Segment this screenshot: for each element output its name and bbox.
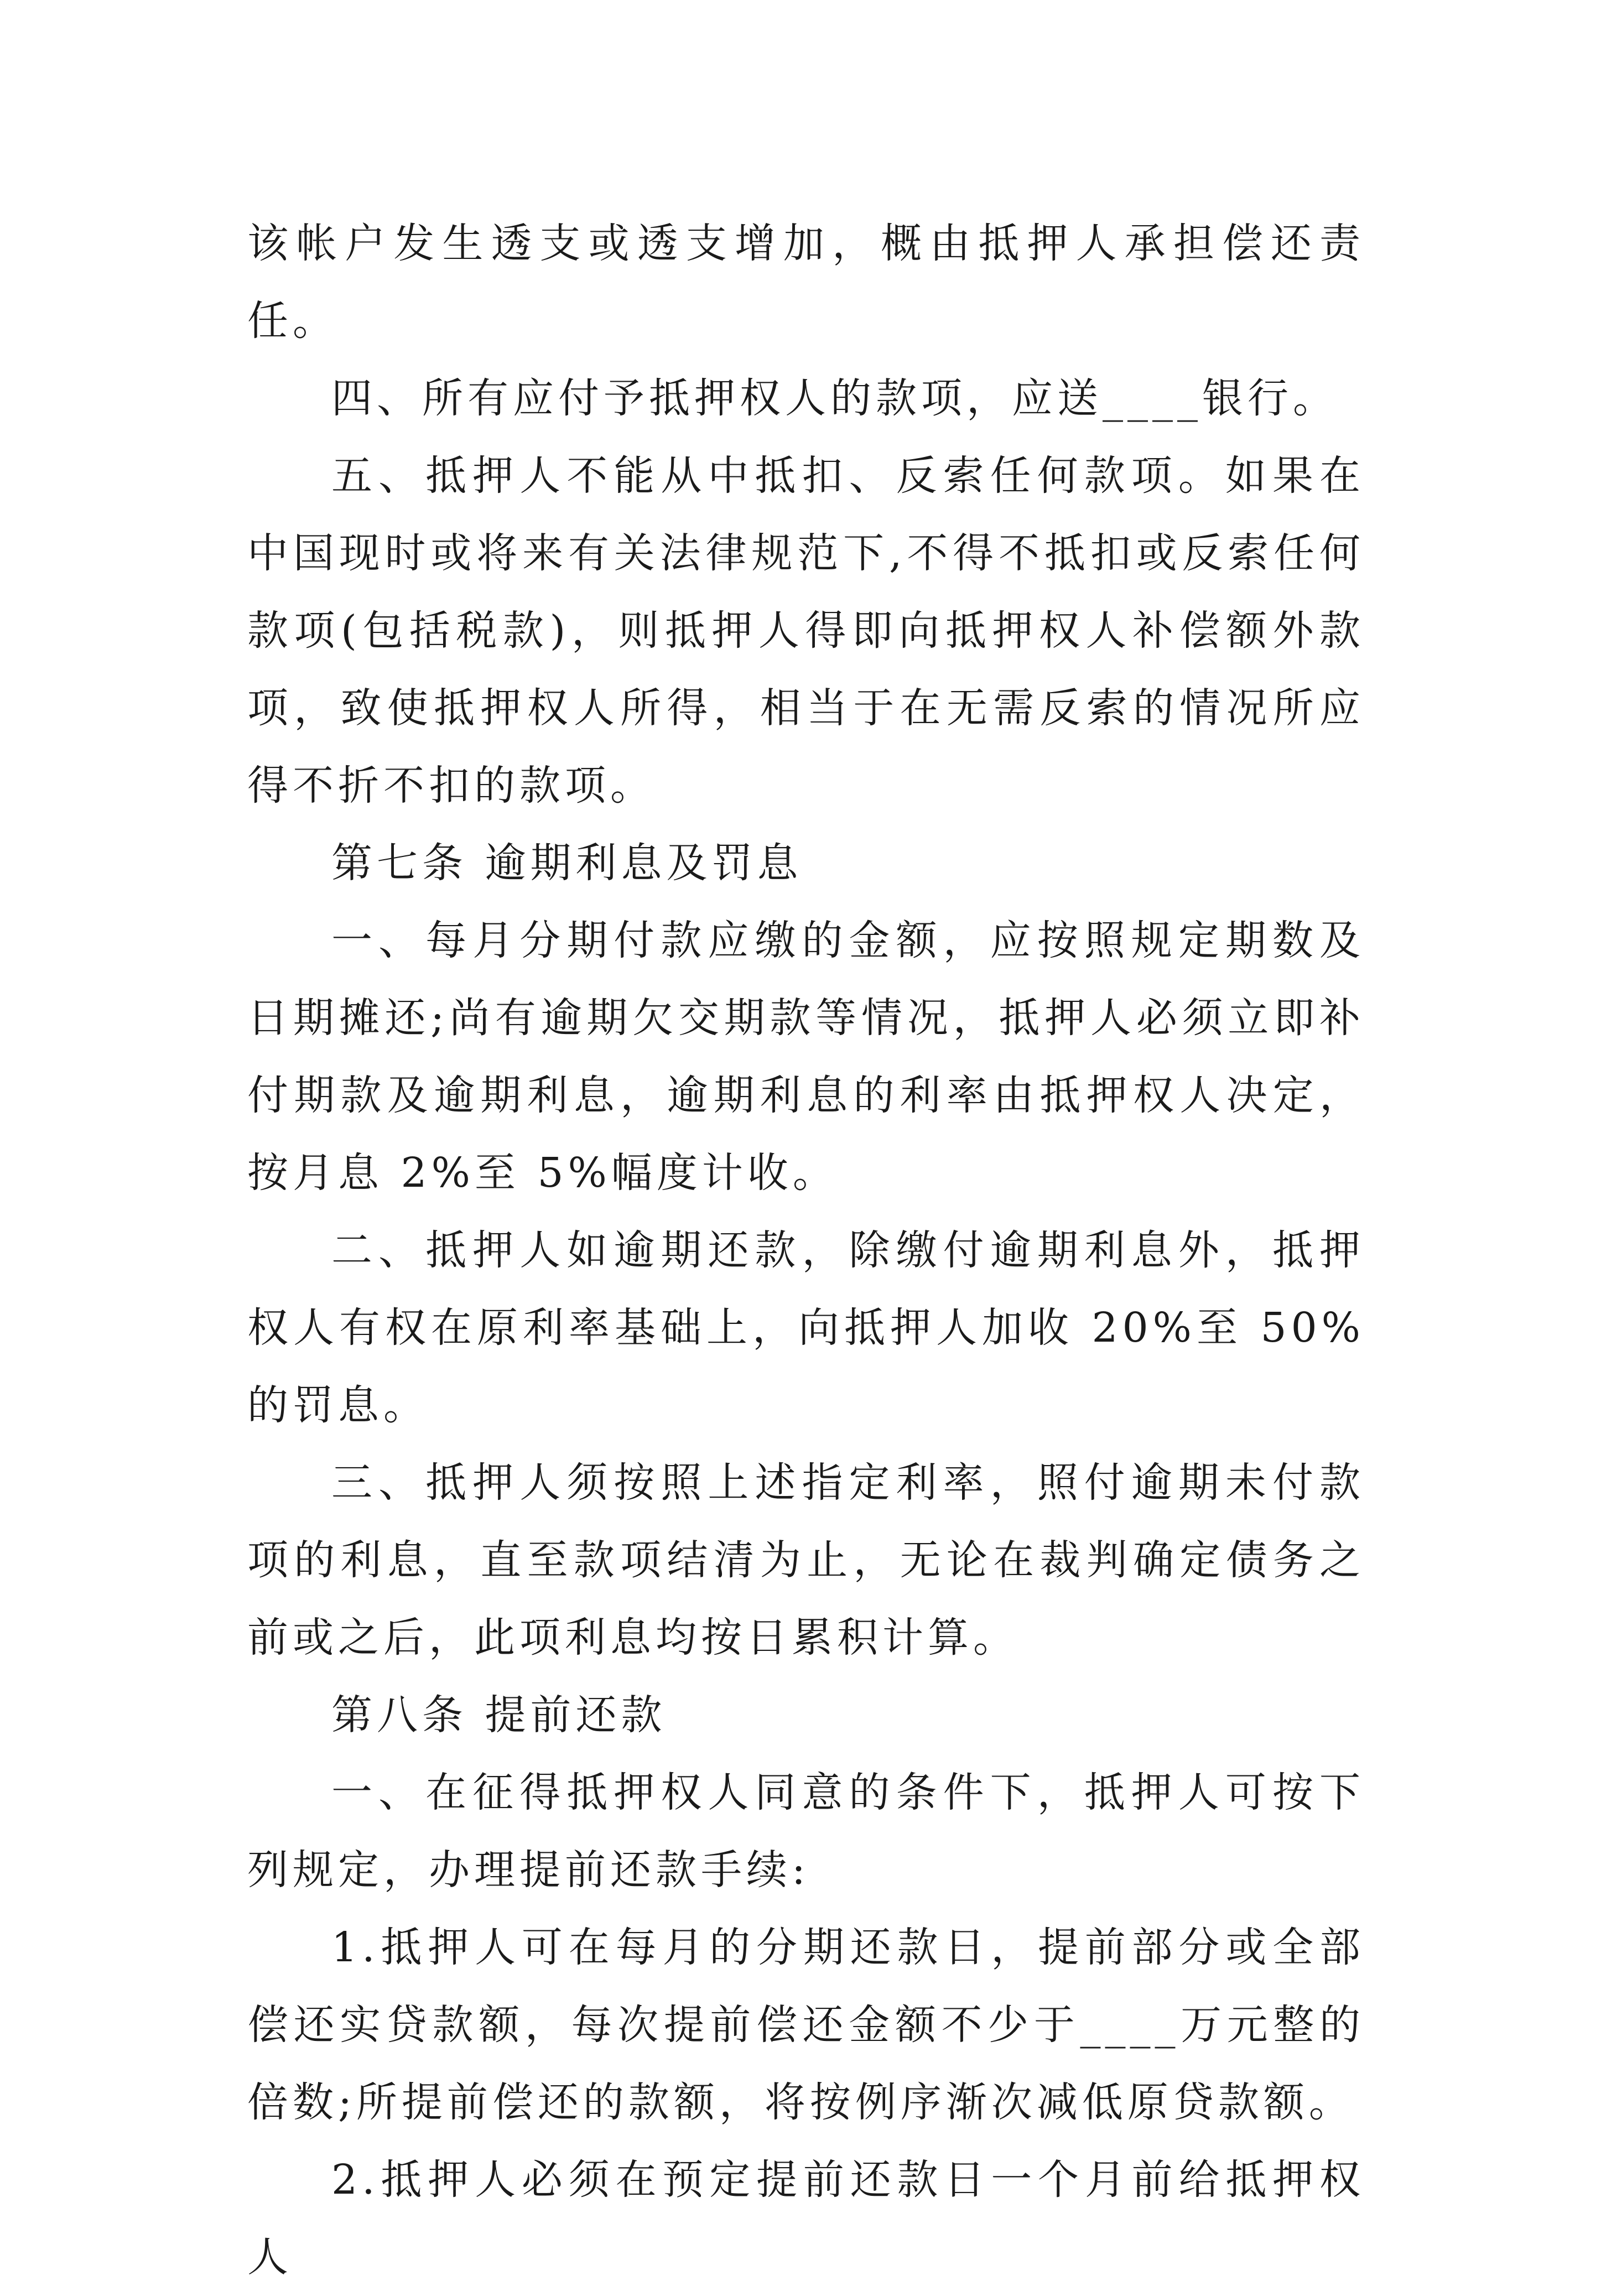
section-heading-article-8: 第八条 提前还款 (331, 1691, 667, 1739)
paragraph-payment-bank: 四、所有应付予抵押权人的款项，应送____银行。 (331, 375, 1338, 422)
paragraph-no-deduction: 五、抵押人不能从中抵扣、反索任何款项。如果在中国现时或将来有关法律规范下,不得不抵扣或反索任何款项(包括税款)，则抵押人得即向抵押权人补偿额外款项，致使抵押权人所得，相当于在无需反索的情况所应得不折不扣的款项。 (247, 452, 1365, 809)
paragraph-overdraft-continuation: 该帐户发生透支或透支增加，概由抵押人承担偿还责任。 (247, 220, 1365, 345)
document-body (247, 205, 1365, 2296)
paragraph-installment-overdue: 一、每月分期付款应缴的金额，应按照规定期数及日期摊还;尚有逾期欠交期款等情况，抵押人必须立即补付期款及逾期利息，逾期利息的利率由抵押权人决定，按月息 2%至 5%幅度计收。 (247, 917, 1365, 1197)
paragraph-daily-accrual: 三、抵押人须按照上述指定利率，照付逾期未付款项的利息，直至款项结清为止，无论在裁判确定债务之前或之后，此项利息均按日累积计算。 (247, 1459, 1365, 1661)
section-heading-article-7: 第七条 逾期利息及罚息 (331, 839, 803, 887)
paragraph-penalty-interest: 二、抵押人如逾期还款，除缴付逾期利息外，抵押权人有权在原利率基础上，向抵押人加收 20%至 50%的罚息。 (247, 1227, 1365, 1429)
paragraph-prepayment-conditions: 一、在征得抵押权人同意的条件下，抵押人可按下列规定，办理提前还款手续: (247, 1769, 1365, 1894)
paragraph-prepayment-item-1: 1.抵押人可在每月的分期还款日，提前部分或全部偿还实贷款额，每次提前偿还金额不少于____万元整的倍数;所提前偿还的款额，将按例序渐次减低原贷款额。 (247, 1924, 1365, 2126)
paragraph-prepayment-item-2: 2.抵押人必须在预定提前还款日一个月前给抵押权人 (247, 2156, 1365, 2281)
